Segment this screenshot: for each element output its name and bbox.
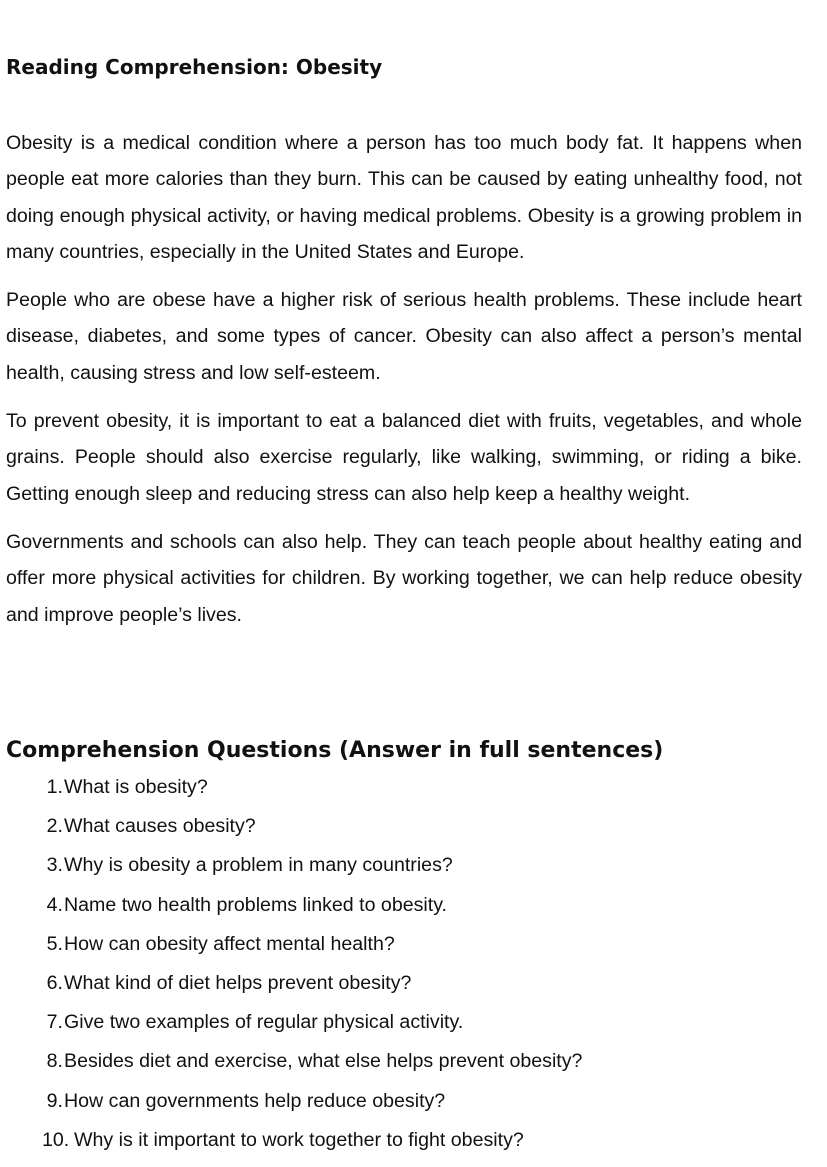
question-item: [0, 886, 780, 925]
question-number: 6.: [46, 972, 63, 995]
question-number: 1.: [46, 776, 63, 799]
question-number: 8.: [46, 1050, 63, 1073]
question-number: 4.: [46, 893, 63, 916]
question-item: [0, 768, 780, 807]
questions-heading: Comprehension Questions (Answer in full sentences): [6, 738, 664, 763]
question-number: 10.: [42, 1128, 70, 1151]
passage-paragraph: To prevent obesity, it is important to eat a balanced diet with fruits, vegetables, and whole grains. People should also exercise regularly, like walking, swimming, or riding a bike. Getting enough sleep and reducing stress can also help keep a healthy weight.: [6, 410, 802, 505]
question-text: Name two health problems linked to obesity.: [64, 893, 447, 916]
reading-passage: [6, 125, 802, 645]
question-item: [0, 807, 780, 846]
question-item: [0, 846, 780, 885]
question-text: What kind of diet helps prevent obesity?: [64, 972, 412, 995]
question-text: Give two examples of regular physical activity.: [64, 1011, 464, 1034]
question-item: [0, 1082, 780, 1121]
passage-paragraph: People who are obese have a higher risk of serious health problems. These include heart disease, diabetes, and some types of cancer. Obesity can also affect a person’s mental health, causing stress and low self-esteem.: [6, 289, 802, 384]
question-text: How can governments help reduce obesity?: [64, 1089, 446, 1112]
question-text: What is obesity?: [64, 776, 208, 799]
question-item: [0, 1121, 780, 1160]
question-text: Why is it important to work together to fight obesity?: [74, 1128, 524, 1151]
passage-paragraph: Governments and schools can also help. They can teach people about healthy eating and offer more physical activities for children. By working together, we can help reduce obesity and improve people’s lives.: [6, 530, 802, 626]
question-item: [0, 964, 780, 1003]
question-number: 9.: [46, 1089, 63, 1112]
question-number: 5.: [46, 932, 63, 955]
question-text: What causes obesity?: [64, 815, 256, 838]
question-text: Why is obesity a problem in many countries?: [64, 854, 453, 877]
page-title: Reading Comprehension: Obesity: [6, 55, 383, 79]
question-number: 2.: [46, 815, 63, 838]
question-text: Besides diet and exercise, what else helps prevent obesity?: [64, 1050, 583, 1073]
question-item: [0, 1003, 780, 1042]
question-text: How can obesity affect mental health?: [64, 932, 395, 955]
question-number: 3.: [46, 854, 63, 877]
passage-paragraph: Obesity is a medical condition where a person has too much body fat. It happens when people eat more calories than they burn. This can be caused by eating unhealthy food, not doing enough physical activity, or having medical problems. Obesity is a growing problem in many countries, especially in the United States and Europe.: [6, 132, 802, 263]
question-item: [0, 1042, 780, 1081]
question-item: [0, 925, 780, 964]
question-number: 7.: [46, 1011, 63, 1034]
questions-list: [0, 768, 780, 1160]
